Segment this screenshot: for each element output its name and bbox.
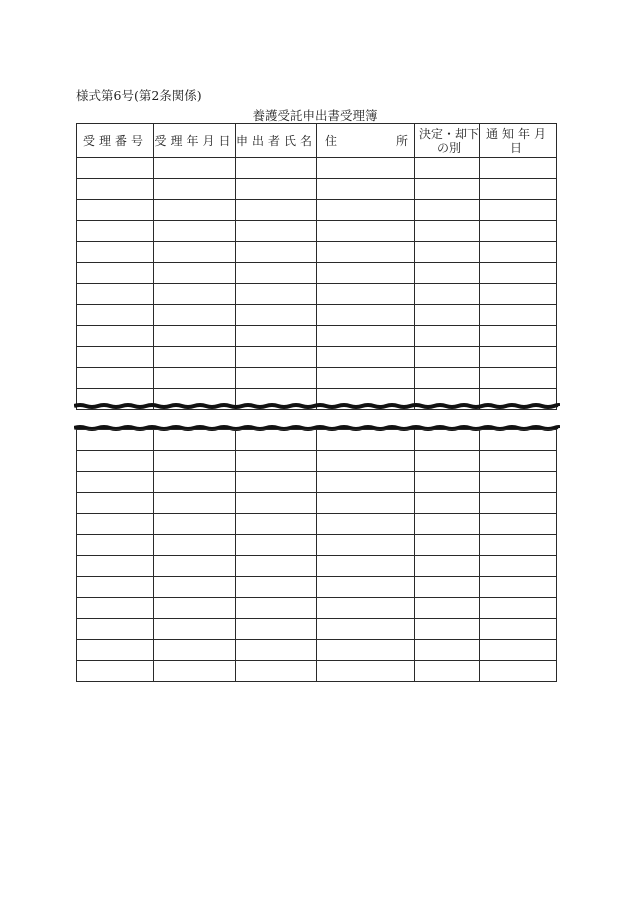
receipt-date-cell xyxy=(154,347,236,368)
receipt-date-cell xyxy=(154,242,236,263)
address-cell xyxy=(317,535,415,556)
applicant-name-cell xyxy=(236,577,317,598)
table-row xyxy=(77,368,557,389)
decision-cell xyxy=(415,263,480,284)
decision-cell xyxy=(415,242,480,263)
decision-cell xyxy=(415,493,480,514)
receipt-date-cell xyxy=(154,284,236,305)
table-row xyxy=(77,179,557,200)
address-cell xyxy=(317,577,415,598)
applicant-name-cell xyxy=(236,556,317,577)
upper-table-body xyxy=(77,158,557,410)
notice-date-cell xyxy=(480,179,557,200)
wavy-break-lines xyxy=(74,402,560,432)
notice-date-cell xyxy=(480,493,557,514)
address-cell xyxy=(317,200,415,221)
receipt-no-cell xyxy=(77,514,154,535)
receipt-date-cell xyxy=(154,326,236,347)
applicant-name-cell xyxy=(236,661,317,682)
decision-cell xyxy=(415,535,480,556)
applicant-name-cell xyxy=(236,326,317,347)
applicant-name-cell xyxy=(236,368,317,389)
decision-cell xyxy=(415,556,480,577)
decision-label-line2: の別 xyxy=(436,140,461,155)
notice-date-cell xyxy=(480,640,557,661)
notice-date-cell xyxy=(480,598,557,619)
decision-cell xyxy=(415,221,480,242)
receipt-no-cell xyxy=(77,619,154,640)
table-row xyxy=(77,430,557,451)
receipt-no-label: 受理番号 xyxy=(82,133,147,148)
decision-cell xyxy=(415,179,480,200)
receipt-date-cell xyxy=(154,598,236,619)
table-row xyxy=(77,556,557,577)
decision-cell xyxy=(415,472,480,493)
column-header-receipt-no xyxy=(77,124,154,158)
address-label-left: 住 xyxy=(325,133,338,148)
receipt-date-cell xyxy=(154,451,236,472)
ledger-table-upper xyxy=(76,123,557,410)
decision-cell xyxy=(415,347,480,368)
notice-date-cell xyxy=(480,577,557,598)
table-row xyxy=(77,221,557,242)
notice-date-cell xyxy=(480,200,557,221)
applicant-name-cell xyxy=(236,242,317,263)
receipt-no-cell xyxy=(77,158,154,179)
receipt-date-cell xyxy=(154,158,236,179)
notice-date-cell xyxy=(480,158,557,179)
decision-cell xyxy=(415,326,480,347)
notice-date-cell xyxy=(480,284,557,305)
receipt-date-cell xyxy=(154,640,236,661)
receipt-no-cell xyxy=(77,598,154,619)
applicant-name-cell xyxy=(236,263,317,284)
receipt-date-cell xyxy=(154,472,236,493)
applicant-name-cell xyxy=(236,472,317,493)
table-row xyxy=(77,451,557,472)
column-header-notice-date xyxy=(480,124,557,158)
form-number-caption: 様式第6号(第2条関係) xyxy=(76,88,202,103)
notice-date-cell xyxy=(480,430,557,451)
address-cell xyxy=(317,619,415,640)
table-row xyxy=(77,242,557,263)
table-row xyxy=(77,535,557,556)
decision-cell xyxy=(415,640,480,661)
decision-cell xyxy=(415,514,480,535)
receipt-date-cell xyxy=(154,305,236,326)
notice-date-cell xyxy=(480,514,557,535)
receipt-date-cell xyxy=(154,661,236,682)
omission-break-line xyxy=(74,402,560,432)
address-cell xyxy=(317,556,415,577)
document-title: 養護受託申出書受理簿 xyxy=(252,108,378,123)
table-row xyxy=(77,598,557,619)
decision-cell xyxy=(415,430,480,451)
decision-cell xyxy=(415,368,480,389)
receipt-date-cell xyxy=(154,368,236,389)
table-row xyxy=(77,305,557,326)
receipt-no-cell xyxy=(77,200,154,221)
address-cell xyxy=(317,305,415,326)
receipt-no-cell xyxy=(77,577,154,598)
applicant-name-cell xyxy=(236,347,317,368)
table-row xyxy=(77,284,557,305)
receipt-date-label: 受理年月日 xyxy=(154,133,235,148)
table-row xyxy=(77,347,557,368)
address-label-right: 所 xyxy=(395,133,408,148)
receipt-date-cell xyxy=(154,430,236,451)
applicant-name-cell xyxy=(236,305,317,326)
receipt-no-cell xyxy=(77,368,154,389)
address-cell xyxy=(317,598,415,619)
notice-date-cell xyxy=(480,368,557,389)
applicant-name-cell xyxy=(236,200,317,221)
decision-cell xyxy=(415,305,480,326)
address-cell xyxy=(317,242,415,263)
applicant-name-cell xyxy=(236,430,317,451)
decision-cell xyxy=(415,200,480,221)
table-row xyxy=(77,263,557,284)
applicant-name-cell xyxy=(236,179,317,200)
column-header-address xyxy=(317,124,415,158)
table-row xyxy=(77,619,557,640)
address-cell xyxy=(317,221,415,242)
applicant-name-cell xyxy=(236,158,317,179)
decision-cell xyxy=(415,619,480,640)
receipt-no-cell xyxy=(77,221,154,242)
receipt-date-cell xyxy=(154,577,236,598)
receipt-no-cell xyxy=(77,242,154,263)
table-row xyxy=(77,472,557,493)
receipt-no-cell xyxy=(77,556,154,577)
decision-label-line1: 決定・却下 xyxy=(419,126,480,141)
notice-date-cell xyxy=(480,472,557,493)
lower-table-body xyxy=(77,430,557,682)
address-cell xyxy=(317,472,415,493)
applicant-name-label: 申出者氏名 xyxy=(236,133,317,148)
receipt-no-cell xyxy=(77,284,154,305)
applicant-name-cell xyxy=(236,284,317,305)
address-cell xyxy=(317,451,415,472)
receipt-date-cell xyxy=(154,493,236,514)
table-row xyxy=(77,493,557,514)
applicant-name-cell xyxy=(236,598,317,619)
notice-date-cell xyxy=(480,242,557,263)
address-cell xyxy=(317,640,415,661)
receipt-date-cell xyxy=(154,200,236,221)
address-cell xyxy=(317,493,415,514)
address-cell xyxy=(317,347,415,368)
address-cell xyxy=(317,430,415,451)
table-header-row xyxy=(77,124,557,158)
receipt-no-cell xyxy=(77,451,154,472)
applicant-name-cell xyxy=(236,619,317,640)
address-cell xyxy=(317,326,415,347)
applicant-name-cell xyxy=(236,514,317,535)
column-header-applicant-name xyxy=(236,124,317,158)
receipt-no-cell xyxy=(77,179,154,200)
receipt-no-cell xyxy=(77,263,154,284)
column-header-decision xyxy=(415,124,480,158)
decision-cell xyxy=(415,284,480,305)
receipt-no-cell xyxy=(77,347,154,368)
receipt-no-cell xyxy=(77,493,154,514)
table-row xyxy=(77,158,557,179)
notice-date-cell xyxy=(480,305,557,326)
receipt-date-cell xyxy=(154,263,236,284)
notice-date-cell xyxy=(480,347,557,368)
notice-date-cell xyxy=(480,451,557,472)
table-row xyxy=(77,200,557,221)
receipt-date-cell xyxy=(154,535,236,556)
applicant-name-cell xyxy=(236,493,317,514)
applicant-name-cell xyxy=(236,451,317,472)
notice-date-cell xyxy=(480,221,557,242)
receipt-no-cell xyxy=(77,305,154,326)
receipt-date-cell xyxy=(154,514,236,535)
receipt-no-cell xyxy=(77,640,154,661)
ledger-table-lower xyxy=(76,429,557,682)
receipt-no-cell xyxy=(77,430,154,451)
applicant-name-cell xyxy=(236,535,317,556)
notice-date-cell xyxy=(480,263,557,284)
receipt-date-cell xyxy=(154,556,236,577)
address-cell xyxy=(317,179,415,200)
decision-cell xyxy=(415,158,480,179)
table-row xyxy=(77,577,557,598)
address-cell xyxy=(317,158,415,179)
address-cell xyxy=(317,368,415,389)
applicant-name-cell xyxy=(236,640,317,661)
break-line-top xyxy=(74,405,560,407)
receipt-date-cell xyxy=(154,221,236,242)
table-row xyxy=(77,514,557,535)
receipt-no-cell xyxy=(77,661,154,682)
column-header-receipt-date xyxy=(154,124,236,158)
applicant-name-cell xyxy=(236,221,317,242)
table-row xyxy=(77,640,557,661)
address-cell xyxy=(317,514,415,535)
notice-date-cell xyxy=(480,326,557,347)
decision-cell xyxy=(415,661,480,682)
address-cell xyxy=(317,263,415,284)
notice-date-cell xyxy=(480,619,557,640)
receipt-no-cell xyxy=(77,326,154,347)
decision-cell xyxy=(415,598,480,619)
address-cell xyxy=(317,661,415,682)
receipt-no-cell xyxy=(77,535,154,556)
notice-date-cell xyxy=(480,661,557,682)
receipt-date-cell xyxy=(154,619,236,640)
notice-date-label: 通知年月日 xyxy=(485,126,550,155)
notice-date-cell xyxy=(480,535,557,556)
receipt-no-cell xyxy=(77,472,154,493)
notice-date-cell xyxy=(480,556,557,577)
decision-cell xyxy=(415,451,480,472)
address-cell xyxy=(317,284,415,305)
table-row xyxy=(77,326,557,347)
decision-cell xyxy=(415,577,480,598)
receipt-date-cell xyxy=(154,179,236,200)
table-row xyxy=(77,661,557,682)
